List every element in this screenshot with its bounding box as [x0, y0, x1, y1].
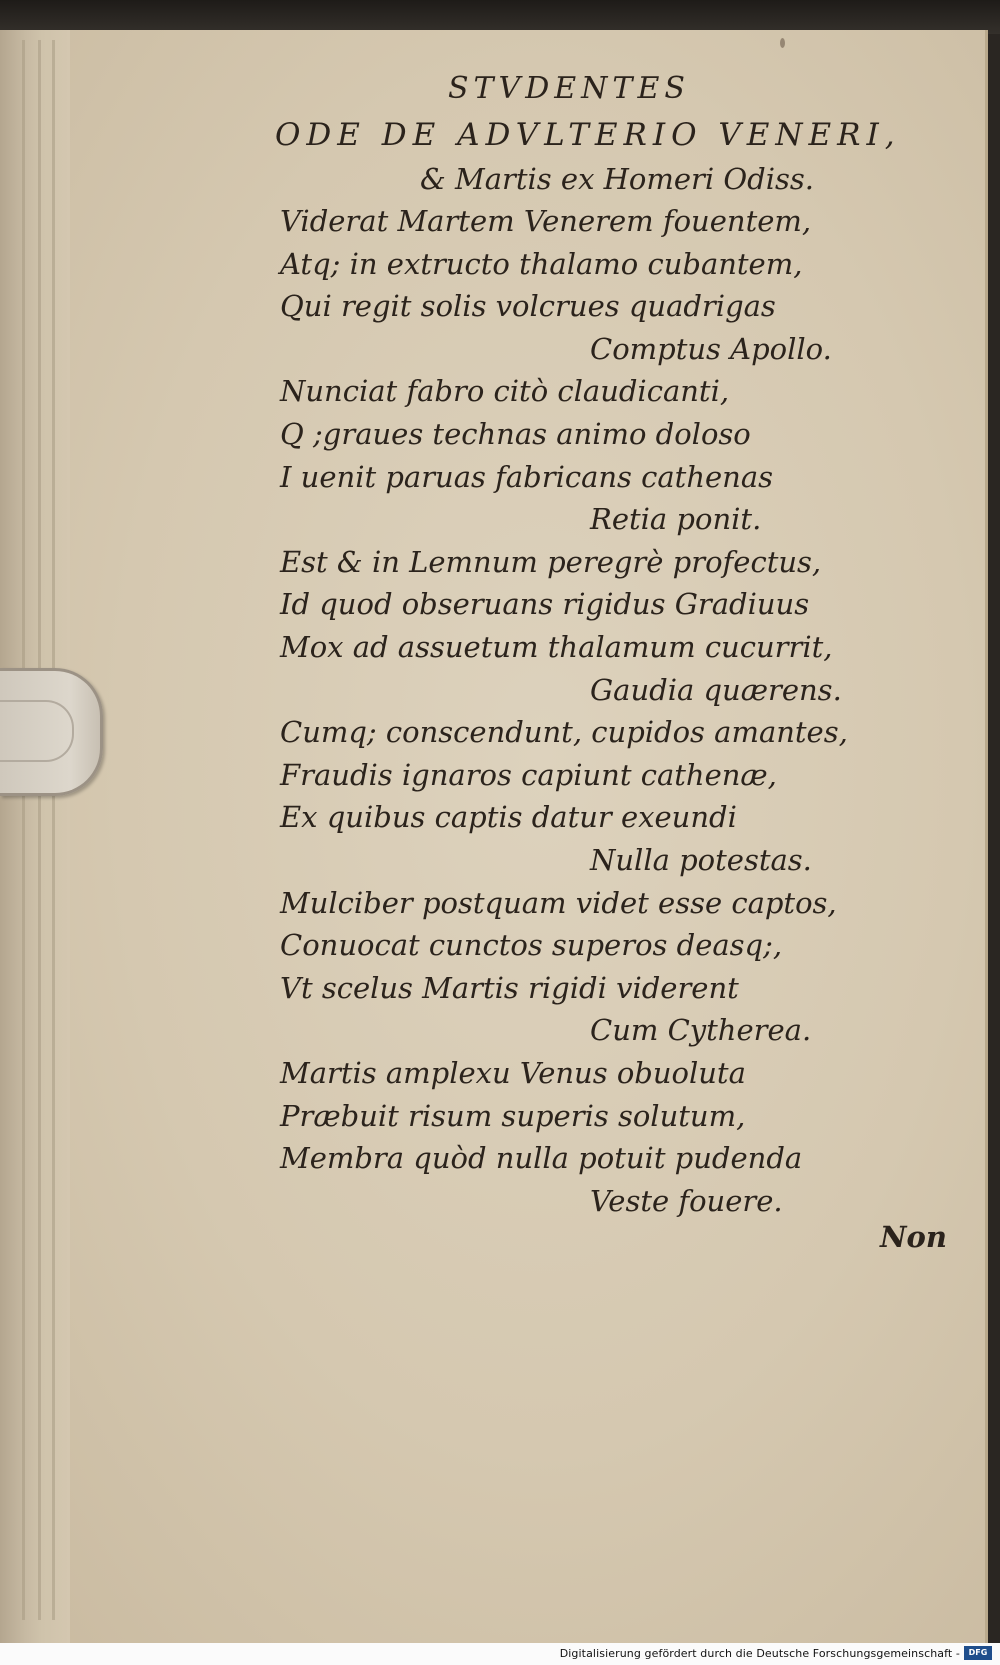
verse-line: Fraudis ignaros capiunt cathenæ, — [280, 758, 777, 792]
verse-line: Q ;graues technas animo doloso — [280, 417, 751, 451]
verse-line: Qui regit solis volcrues quadrigas — [280, 289, 776, 323]
verse-line: Nunciat fabro citò claudicanti, — [280, 374, 730, 408]
verse-line: Mulciber postquam videt esse captos, — [280, 886, 837, 920]
verse-adonic-line: Comptus Apollo. — [590, 332, 832, 366]
verse-line: Martis amplexu Venus obuoluta — [280, 1056, 746, 1090]
verse-line: Mox ad assuetum thalamum cucurrit, — [280, 630, 833, 664]
catchword: Non — [880, 1220, 947, 1254]
ode-subtitle: & Martis ex Homeri Odiss. — [420, 162, 815, 196]
verse-line: Membra quòd nulla potuit pudenda — [280, 1141, 803, 1175]
verse-line: Ex quibus captis datur exeundi — [280, 800, 737, 834]
verse-line: Præbuit risum superis solutum, — [280, 1099, 746, 1133]
verse-line: I uenit paruas fabricans cathenas — [280, 460, 774, 494]
verse-line: Est & in Lemnum peregrè profectus, — [280, 545, 822, 579]
footer-credit: Digitalisierung gefördert durch die Deutsche Forschungsgemeinschaft - — [559, 1647, 960, 1660]
dfg-logo-icon: DFG — [964, 1646, 992, 1660]
verse-line: Cumq; conscendunt, cupidos amantes, — [280, 715, 848, 749]
verse-line: Conuocat cunctos superos deasq;, — [280, 928, 783, 962]
ode-title: ODE DE ADVLTERIO VENERI, — [275, 117, 901, 153]
verse-line: Atq; in extructo thalamo cubantem, — [280, 247, 803, 281]
verse-line: Vt scelus Martis rigidi viderent — [280, 971, 739, 1005]
verse-line: Id quod obseruans rigidus Gradiuus — [280, 587, 810, 621]
verse-adonic-line: Veste fouere. — [590, 1184, 783, 1218]
verse-adonic-line: Gaudia quærens. — [590, 673, 842, 707]
running-head: STVDENTES — [448, 71, 690, 106]
verse-line: Viderat Martem Venerem fouentem, — [280, 204, 812, 238]
verse-adonic-line: Retia ponit. — [590, 502, 762, 536]
verse-adonic-line: Cum Cytherea. — [590, 1013, 812, 1047]
verse-adonic-line: Nulla potestas. — [590, 843, 812, 877]
